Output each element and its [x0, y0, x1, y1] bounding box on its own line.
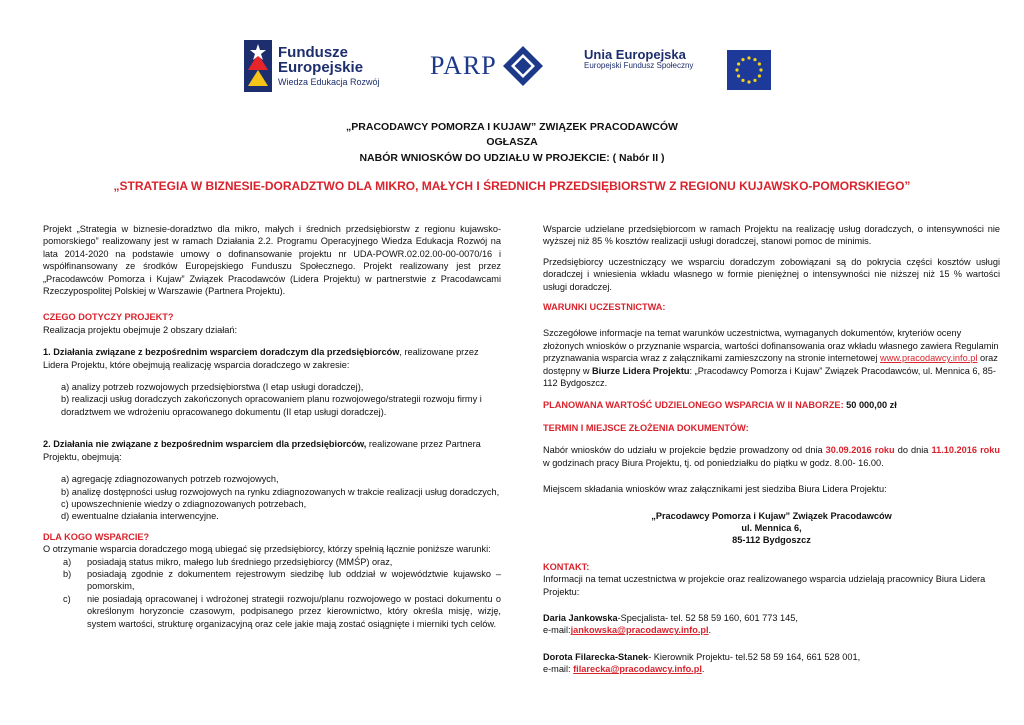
contact2-info: - Kierownik Projektu- tel.52 58 59 164, 661 528 001, — [648, 651, 861, 662]
address-line2: ul. Mennica 6, — [741, 522, 802, 533]
fe-star-icon — [244, 40, 272, 92]
who-item-c-key: c) — [63, 593, 71, 604]
who-text: O otrzymanie wsparcia doradczego mogą ubiegać się przedsiębiorcy, którzy spełnią łącznie poniższe warunki: — [43, 544, 491, 555]
area1-item-a: a) analizy potrzeb rozwojowych przedsiębiorstwa (I etap usługi doradczej), — [61, 382, 364, 393]
address-line3: 85-112 Bydgoszcz — [732, 535, 811, 546]
about-text: Realizacja projektu obejmuje 2 obszary działań: — [43, 324, 238, 335]
fundusze-europejskie-logo — [244, 40, 380, 92]
project-title: „STRATEGIA W BIZNESIE-DORADZTWO DLA MIKRO, MAŁYCH I ŚREDNICH PRZEDSIĘBIORSTW Z REGIONU KUJAWSKO-POMORSKIEGO” — [113, 179, 911, 193]
contact1-email-link[interactable]: jankowska@pracodawcy.info.pl — [570, 625, 709, 636]
who-item-a-text: posiadają status mikro, małego lub średniego przedsiębiorcy (MMŚP) oraz, — [87, 556, 393, 567]
area2-item-a: a) agregację zdiagnozowanych potrzeb rozwojowych, — [61, 474, 279, 485]
who-item-a-key: a) — [63, 556, 72, 567]
term-c: w godzinach pracy Biura Projektu, tj. od poniedziałku do piątku w godz. 8.00- 16.00. — [543, 457, 884, 468]
contact-text: Informacji na temat uczestnictwa w projekcie oraz realizowanego wsparcia udzielają pracownicy Biura Lidera Projektu: — [543, 574, 986, 597]
ue-line1: Unia Europejska — [584, 47, 686, 62]
contact1-line — [543, 612, 1000, 624]
conditions-office: Biurze Lidera Projektu — [592, 365, 690, 376]
who-item-c — [43, 593, 501, 630]
ue-line2: Europejski Fundusz Społeczny — [584, 61, 694, 71]
address-line1: „Pracodawcy Pomorza i Kujaw” Związek Pracodawców — [651, 510, 892, 521]
parp-diamond-icon — [503, 46, 543, 86]
area1-item-b: b) realizacji usług doradczych zakończonych opracowaniem planu rozwojowego/strategii rozwoju firmy i doradztwem we wdrożeniu opracowanego dokumentu (II etap usługi doradczej). — [61, 394, 482, 417]
area2-item-d: d) ewentualne działania interwencyjne. — [61, 511, 219, 522]
who-item-a — [43, 556, 501, 568]
header-line2: OGŁASZA — [486, 136, 538, 148]
term-heading: TERMIN I MIEJSCE ZŁOŻENIA DOKUMENTÓW: — [543, 422, 749, 433]
contact2-line — [543, 651, 1000, 663]
who-item-b — [43, 568, 501, 593]
term-a: Nabór wniosków do udziału w projekcie będzie prowadzony od dnia — [543, 445, 826, 456]
contact2-email-label: e-mail: — [543, 664, 574, 675]
eu-flag-icon — [727, 50, 771, 90]
conditions-end: : „Pracodawcy Pomorza i Kujaw” Związek Pracodawców, ul. Mennica 6, 85-112 Bydgoszcz. — [543, 365, 996, 389]
parp-logo — [430, 46, 543, 86]
area2-item-b: b) analizę dostępności usług rozwojowych na rynku zdiagnozowanych w trakcie realizacji usług doradczych, — [61, 486, 500, 497]
place-text: Miejscem składania wniosków wraz załącznikami jest siedziba Biura Lidera Projektu: — [543, 484, 887, 495]
website-link[interactable]: www.pracodawcy.info.pl — [880, 353, 978, 364]
area2-rest: realizowane przez Partnera Projektu, obejmują: — [43, 439, 481, 462]
fe-line2: Europejskie — [278, 59, 364, 77]
header-line3: NABÓR WNIOSKÓW DO UDZIAŁU W PROJEKCIE: ( Nabór II ) — [359, 152, 665, 164]
term-date-start: 30.09.2016 roku — [825, 445, 895, 456]
conditions-text: Szczegółowe informacje na temat warunków uczestnictwa, wymaganych dokumentów, kryteriów oceny złożonych wniosków o przyznanie wsparcia, wartości dofinansowania oraz wkładu własnego zawiera Regulamin przyznawania wsparcia wraz z załącznikami zamieszczony na stronie internetowej — [543, 328, 999, 364]
area1-paragraph — [43, 346, 501, 371]
deminimis-paragraph: Wsparcie udzielane przedsiębiorcom w ramach Projektu na realizację usług doradczych, o intensywności nie wyższej niż 85 % kosztów realizacji usługi doradczej, stanowi pomoc de minimis. — [543, 224, 1000, 247]
parp-wordmark: PARP — [430, 51, 497, 80]
header-line1: „PRACODAWCY POMORZA I KUJAW” ZWIĄZEK PRACODAWCÓW — [346, 121, 678, 133]
fe-line1: Fundusze — [278, 43, 348, 61]
area2-bold: 2. Działania nie związane z bezpośrednim wsparciem dla przedsiębiorców, — [43, 439, 367, 450]
who-item-c-text: nie posiadają opracowanej i wdrożonej strategii rozwoju/planu rozwojowego w postaci dokumentu o określonym horyzoncie czasowym, podpisanego przez kierownictwo, który określa misję, wizję, system wartości, strukturę organizacyjną oraz cele jakie mają zostać osiągnięte i mierniki tych celów. — [87, 593, 501, 629]
contact1-name: Daria Jankowska — [543, 612, 618, 623]
area2-item-c: c) upowszechnienie wiedzy o zdiagnozowanych potrzebach, — [61, 498, 307, 509]
who-heading: DLA KOGO WSPARCIE? — [43, 531, 150, 542]
left-column — [43, 223, 501, 630]
who-item-b-key: b) — [63, 568, 72, 579]
term-date-end: 11.10.2016 roku — [931, 445, 1000, 456]
fe-line3: Wiedza Edukacja Rozwój — [278, 77, 380, 88]
ue-logo — [584, 48, 693, 71]
who-item-b-text: posiadają zgodnie z dokumentem rejestrowym siedzibę lub oddział w województwie kujawsko –pomorskim, — [87, 568, 501, 592]
logo-bar — [0, 40, 1024, 100]
contact1-info: -Specjalista- tel. 52 58 59 160, 601 773 145, — [617, 612, 798, 623]
contact2-email-link[interactable]: filarecka@pracodawcy.info.pl — [573, 664, 702, 675]
contact-heading: KONTAKT: — [543, 561, 590, 572]
area1-bold: 1. Działania związane z bezpośrednim wsparciem doradczym dla przedsiębiorców — [43, 347, 400, 358]
contact2-email-line: e-mail: filarecka@pracodawcy.info.pl. — [543, 664, 705, 675]
contact2-name: Dorota Filarecka-Stanek — [543, 651, 649, 662]
contact1-email-label: e-mail: — [543, 625, 571, 636]
conditions-mid: oraz dostępny w — [543, 353, 998, 376]
budget-line — [543, 399, 1000, 411]
conditions-paragraph — [543, 327, 1000, 389]
budget-label: PLANOWANA WARTOŚĆ UDZIELONEGO WSPARCIA W II NABORZE: — [543, 400, 844, 411]
intro-paragraph: Projekt „Strategia w biznesie-doradztwo dla mikro, małych i średnich przedsiębiorstw z regionu kujawsko-pomorskiego” realizowany jest w ramach Działania 2.2. Programu Operacyjnego Wiedza Edukacja Rozwój na lata 2014-2020 na podstawie umowy o dofinansowanie projektu nr UDA-POWR.02.02.00-00-0070/16 i współfinansowany ze środków Europejskiego Funduszu Społecznego. Projekt realizowany jest przez „Pracodawców Pomorza i Kujaw” Związek Pracodawców (Lidera Projektu) w partnerstwie z Pracodawcami Rzeczypospolitej Polskiej w Warszawie (Partnera Projektu). — [43, 224, 501, 297]
term-paragraph — [543, 444, 1000, 469]
budget-value: 50 000,00 zł — [843, 400, 897, 411]
contact1-email-line: e-mail:jankowska@pracodawcy.info.pl. — [543, 625, 712, 636]
area2-paragraph — [43, 438, 501, 463]
conditions-heading: WARUNKI UCZESTNICTWA: — [543, 302, 666, 313]
term-b: do dnia — [894, 445, 932, 456]
right-column — [543, 223, 1000, 676]
own-contribution-paragraph: Przedsiębiorcy uczestniczący we wsparciu doradczym zobowiązani są do pokrycia części kosztów usługi doradczej i wniesienia wkładu własnego w formie pieniężnej o intensywności nie niższej niż 15 % wartości usługi doradczej. — [543, 256, 1000, 292]
area1-rest: , realizowane przez Lidera Projektu, które obejmują realizację wsparcia doradczego w zakresie: — [43, 347, 479, 370]
about-heading: CZEGO DOTYCZY PROJEKT? — [43, 312, 174, 323]
